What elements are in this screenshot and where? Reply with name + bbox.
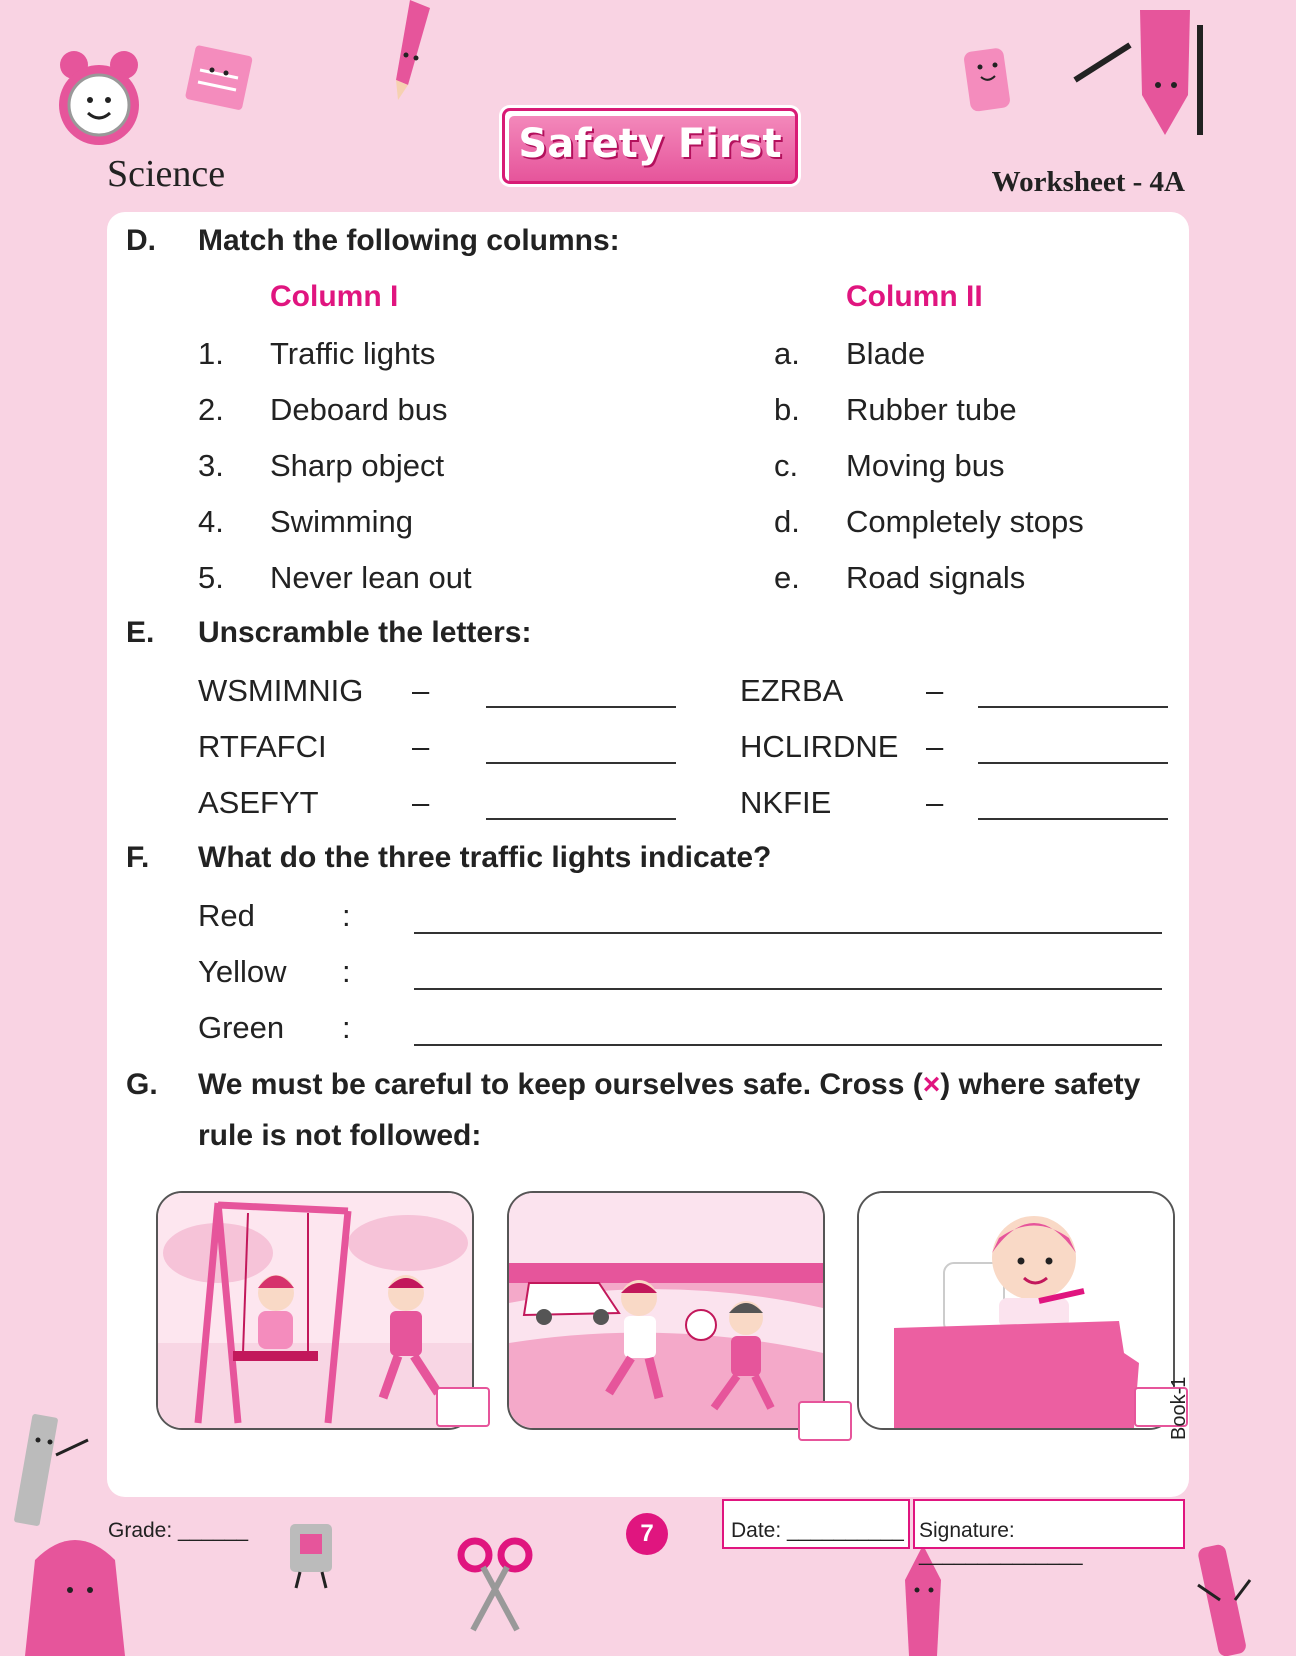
book-label: Book-1 bbox=[1168, 1376, 1190, 1440]
dash: – bbox=[926, 729, 944, 764]
match-right-item: Road signals bbox=[846, 560, 1026, 595]
section-g-question-line2: rule is not followed: bbox=[198, 1119, 482, 1152]
section-g-question-part1: We must be careful to keep ourselves safe. Cross ( bbox=[198, 1068, 923, 1101]
match-letter: b. bbox=[774, 392, 800, 427]
scrambled-word: EZRBA bbox=[740, 673, 844, 708]
answer-blank[interactable] bbox=[486, 818, 676, 820]
match-left-item: Never lean out bbox=[270, 560, 472, 595]
section-g-question bbox=[198, 1068, 1140, 1102]
swing-playground-illustration bbox=[158, 1193, 472, 1428]
eraser-icon bbox=[945, 45, 1025, 125]
swing-picture bbox=[156, 1191, 474, 1430]
traffic-light-color: Yellow bbox=[198, 954, 287, 989]
column-2-header: Column II bbox=[846, 280, 983, 313]
colon: : bbox=[342, 898, 351, 933]
match-number: 1. bbox=[198, 336, 224, 371]
pencil-icon bbox=[382, 0, 442, 105]
dash: – bbox=[926, 785, 944, 820]
marker-character-icon bbox=[1190, 1540, 1260, 1656]
answer-blank[interactable] bbox=[486, 762, 676, 764]
scrambled-word: WSMIMNIG bbox=[198, 673, 364, 708]
answer-line[interactable] bbox=[414, 932, 1162, 934]
grade-field[interactable]: Grade: ______ bbox=[108, 1519, 249, 1542]
traffic-light-color: Red bbox=[198, 898, 255, 933]
date-box[interactable] bbox=[722, 1499, 910, 1549]
ruler-character-icon bbox=[8, 1410, 93, 1530]
section-d-label: D. bbox=[126, 224, 156, 257]
match-letter: a. bbox=[774, 336, 800, 371]
section-d-question: Match the following columns: bbox=[198, 224, 620, 257]
dash: – bbox=[412, 673, 430, 708]
answer-line[interactable] bbox=[414, 988, 1162, 990]
answer-blank[interactable] bbox=[486, 706, 676, 708]
alarm-clock-icon bbox=[52, 45, 147, 155]
dash: – bbox=[926, 673, 944, 708]
road-football-picture bbox=[507, 1191, 825, 1430]
match-right-item: Rubber tube bbox=[846, 392, 1017, 427]
match-letter: d. bbox=[774, 504, 800, 539]
dash: – bbox=[412, 785, 430, 820]
cross-icon: × bbox=[922, 1068, 941, 1101]
answer-line[interactable] bbox=[414, 1044, 1162, 1046]
scrambled-word: ASEFYT bbox=[198, 785, 319, 820]
answer-blank[interactable] bbox=[978, 706, 1168, 708]
section-f-question: What do the three traffic lights indicate? bbox=[198, 841, 772, 874]
page-title: Safety First bbox=[502, 108, 798, 184]
match-left-item: Sharp object bbox=[270, 448, 445, 483]
match-number: 5. bbox=[198, 560, 224, 595]
match-left-item: Deboard bus bbox=[270, 392, 448, 427]
scrambled-word: NKFIE bbox=[740, 785, 832, 820]
date-label: Date: __________ bbox=[731, 1519, 904, 1542]
match-letter: c. bbox=[774, 448, 799, 483]
scrambled-word: HCLIRDNE bbox=[740, 729, 899, 764]
child-with-knife-illustration bbox=[859, 1193, 1173, 1428]
match-number: 2. bbox=[198, 392, 224, 427]
column-1-header: Column I bbox=[270, 280, 399, 313]
sharpener-icon bbox=[282, 1518, 342, 1590]
scrambled-word: RTFAFCI bbox=[198, 729, 327, 764]
section-f-label: F. bbox=[126, 841, 150, 874]
section-e-question: Unscramble the letters: bbox=[198, 616, 532, 649]
subject-label: Science bbox=[107, 153, 226, 195]
match-right-item: Completely stops bbox=[846, 504, 1084, 539]
notepad-icon bbox=[178, 42, 258, 122]
colon: : bbox=[342, 954, 351, 989]
match-number: 3. bbox=[198, 448, 224, 483]
match-left-item: Swimming bbox=[270, 504, 413, 539]
answer-checkbox[interactable] bbox=[436, 1387, 490, 1427]
scissors-icon bbox=[455, 1535, 535, 1635]
section-g-label: G. bbox=[126, 1068, 158, 1101]
pencil-character-icon bbox=[1070, 5, 1210, 140]
match-right-item: Blade bbox=[846, 336, 926, 371]
signature-label: Signature: ______________ bbox=[919, 1519, 1083, 1566]
match-left-item: Traffic lights bbox=[270, 336, 436, 371]
section-g-question-part2: ) where safety bbox=[940, 1068, 1141, 1101]
worksheet-label: Worksheet - 4A bbox=[991, 166, 1185, 198]
page-number: 7 bbox=[626, 1513, 668, 1555]
dash: – bbox=[412, 729, 430, 764]
answer-checkbox[interactable] bbox=[798, 1401, 852, 1441]
road-football-illustration bbox=[509, 1193, 823, 1428]
signature-box[interactable] bbox=[913, 1499, 1185, 1566]
match-letter: e. bbox=[774, 560, 800, 595]
answer-blank[interactable] bbox=[978, 818, 1168, 820]
cutting-knife-picture bbox=[857, 1191, 1175, 1430]
match-number: 4. bbox=[198, 504, 224, 539]
section-e-label: E. bbox=[126, 616, 155, 649]
colon: : bbox=[342, 1010, 351, 1045]
match-right-item: Moving bus bbox=[846, 448, 1005, 483]
traffic-light-color: Green bbox=[198, 1010, 285, 1045]
answer-blank[interactable] bbox=[978, 762, 1168, 764]
